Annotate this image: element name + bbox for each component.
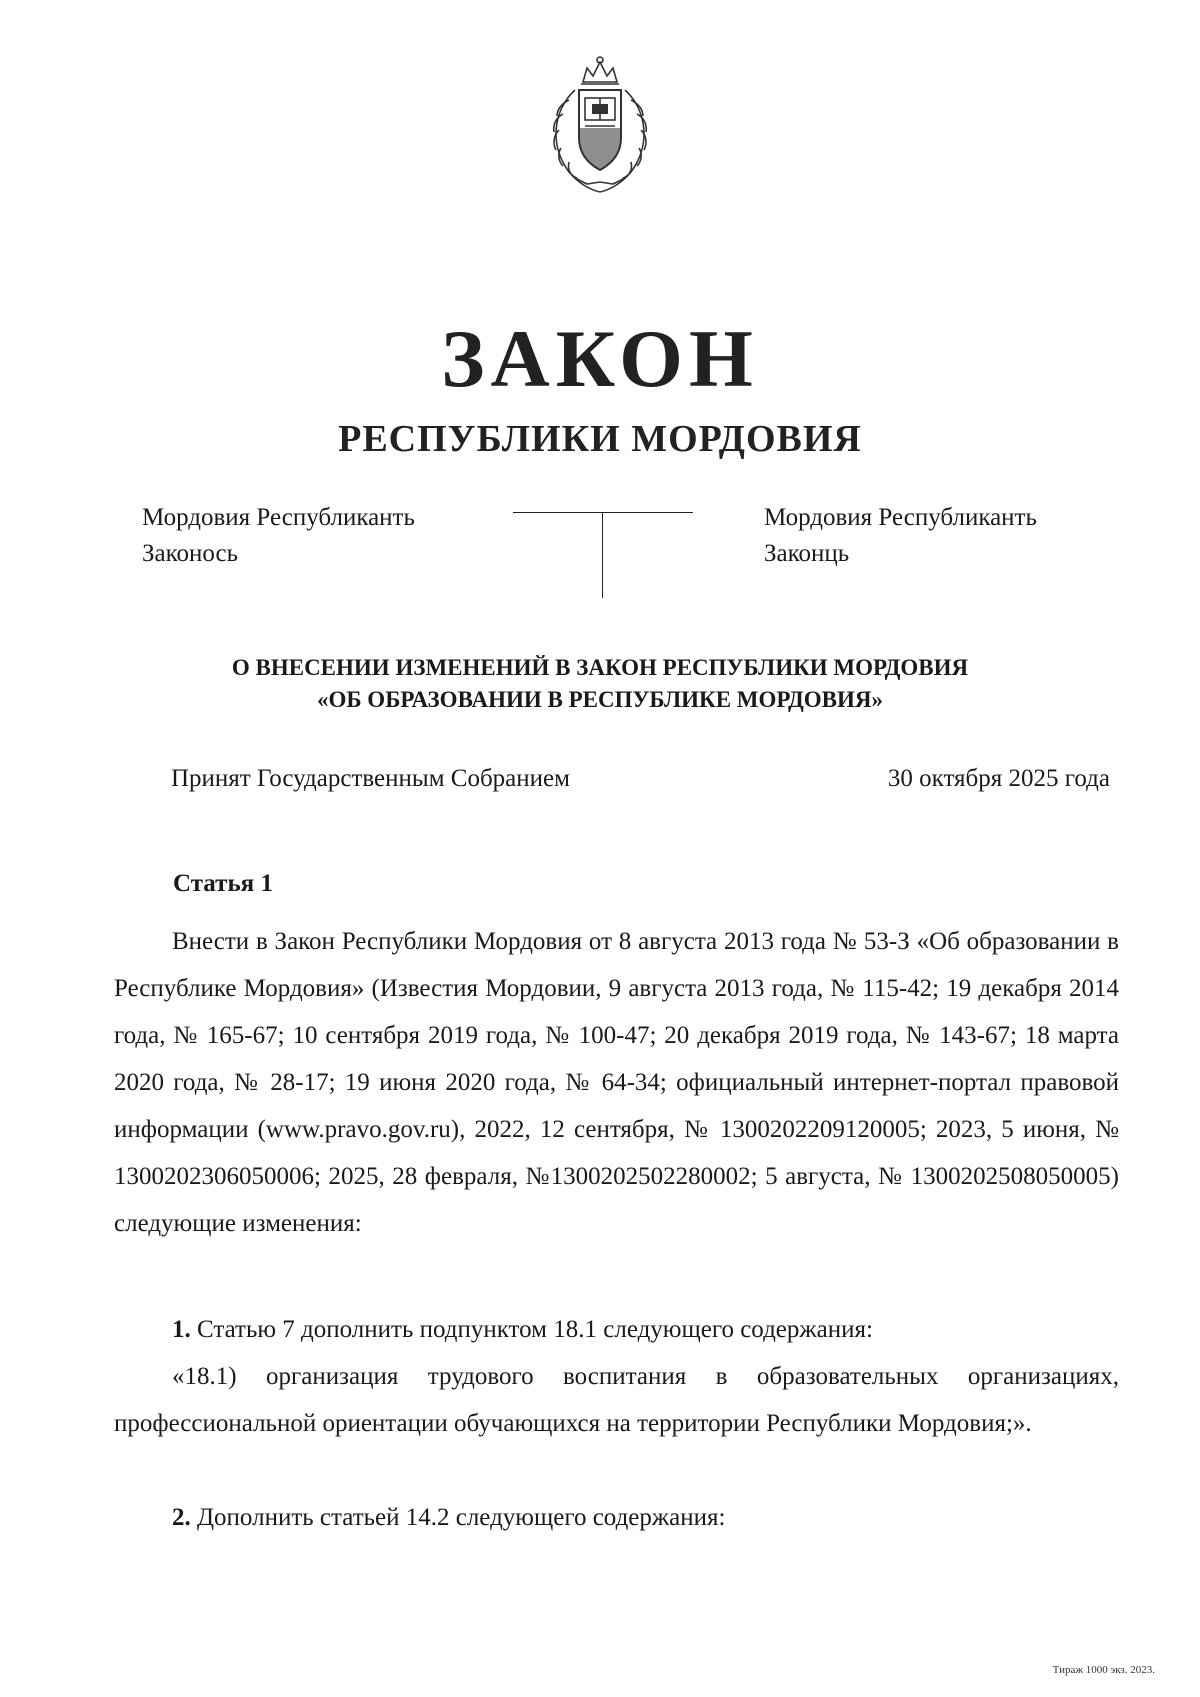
erzya-title-line1: Мордовия Республиканть <box>764 504 1037 531</box>
moksha-title <box>142 500 415 572</box>
moksha-title-line1: Мордовия Республиканть <box>142 504 415 531</box>
document-subtitle: РЕСПУБЛИКИ МОРДОВИЯ <box>338 418 862 460</box>
moksha-title-line2: Законось <box>142 540 238 567</box>
article-intro-block <box>114 918 1119 1247</box>
header-divider-vertical <box>602 512 603 598</box>
item-2-paragraph <box>114 1494 1119 1541</box>
print-run-note: Тираж 1000 экз. 2023. <box>1052 1664 1155 1676</box>
adoption-text: Принят Государственным Собранием <box>171 765 570 792</box>
item-1-quote-block <box>114 1353 1119 1447</box>
document-title: ЗАКОН <box>441 313 759 404</box>
adoption-date: 30 октября 2025 года <box>887 765 1110 792</box>
law-title <box>0 652 1200 716</box>
item-1-block <box>114 1306 1119 1353</box>
item-2-text: Дополнить статьей 14.2 следующего содержания: <box>190 1504 726 1531</box>
erzya-title <box>764 500 1037 572</box>
law-title-line2: «ОБ ОБРАЗОВАНИИ В РЕСПУБЛИКЕ МОРДОВИЯ» <box>316 687 884 712</box>
law-title-line1: О ВНЕСЕНИИ ИЗМЕНЕНИЙ В ЗАКОН РЕСПУБЛИКИ МОРДОВИЯ <box>231 655 969 680</box>
coat-of-arms-emblem <box>535 50 665 200</box>
item-1-quote: «18.1) организация трудового воспитания в образовательных организациях, профессиональной ориентации обучающихся на территории Республики Мордовия;». <box>114 1363 1119 1437</box>
item-1-number: 1. <box>172 1316 191 1343</box>
erzya-title-line2: Законць <box>764 540 850 567</box>
item-2-number: 2. <box>172 1504 191 1531</box>
item-2-block <box>114 1494 1119 1541</box>
article-intro-paragraph: Внести в Закон Республики Мордовия от 8 августа 2013 года № 53-З «Об образовании в Республике Мордовия» (Известия Мордовии, 9 августа 2013 года, № 115-42; 19 декабря 2014 года, № 165-67; 10 сентября 2019 года, № 100-47; 20 декабря 2019 года, № 143-67; 18 марта 2020 года, № 28-17; 19 июня 2020 года, № 64-34; официальный интернет-портал правовой информации (www.pravo.gov.ru), 2022, 12 сентября, № 1300202209120005; 2023, 5 июня, № 1300202306050006; 2025, 28 февраля, №1300202502280002; 5 августа, № 1300202508050005) следующие изменения: <box>114 928 1119 1237</box>
article-heading: Статья 1 <box>173 870 273 897</box>
header-divider-horizontal <box>513 512 693 513</box>
item-1-paragraph <box>114 1306 1119 1353</box>
item-1-text: Статью 7 дополнить подпунктом 18.1 следующего содержания: <box>190 1316 873 1343</box>
